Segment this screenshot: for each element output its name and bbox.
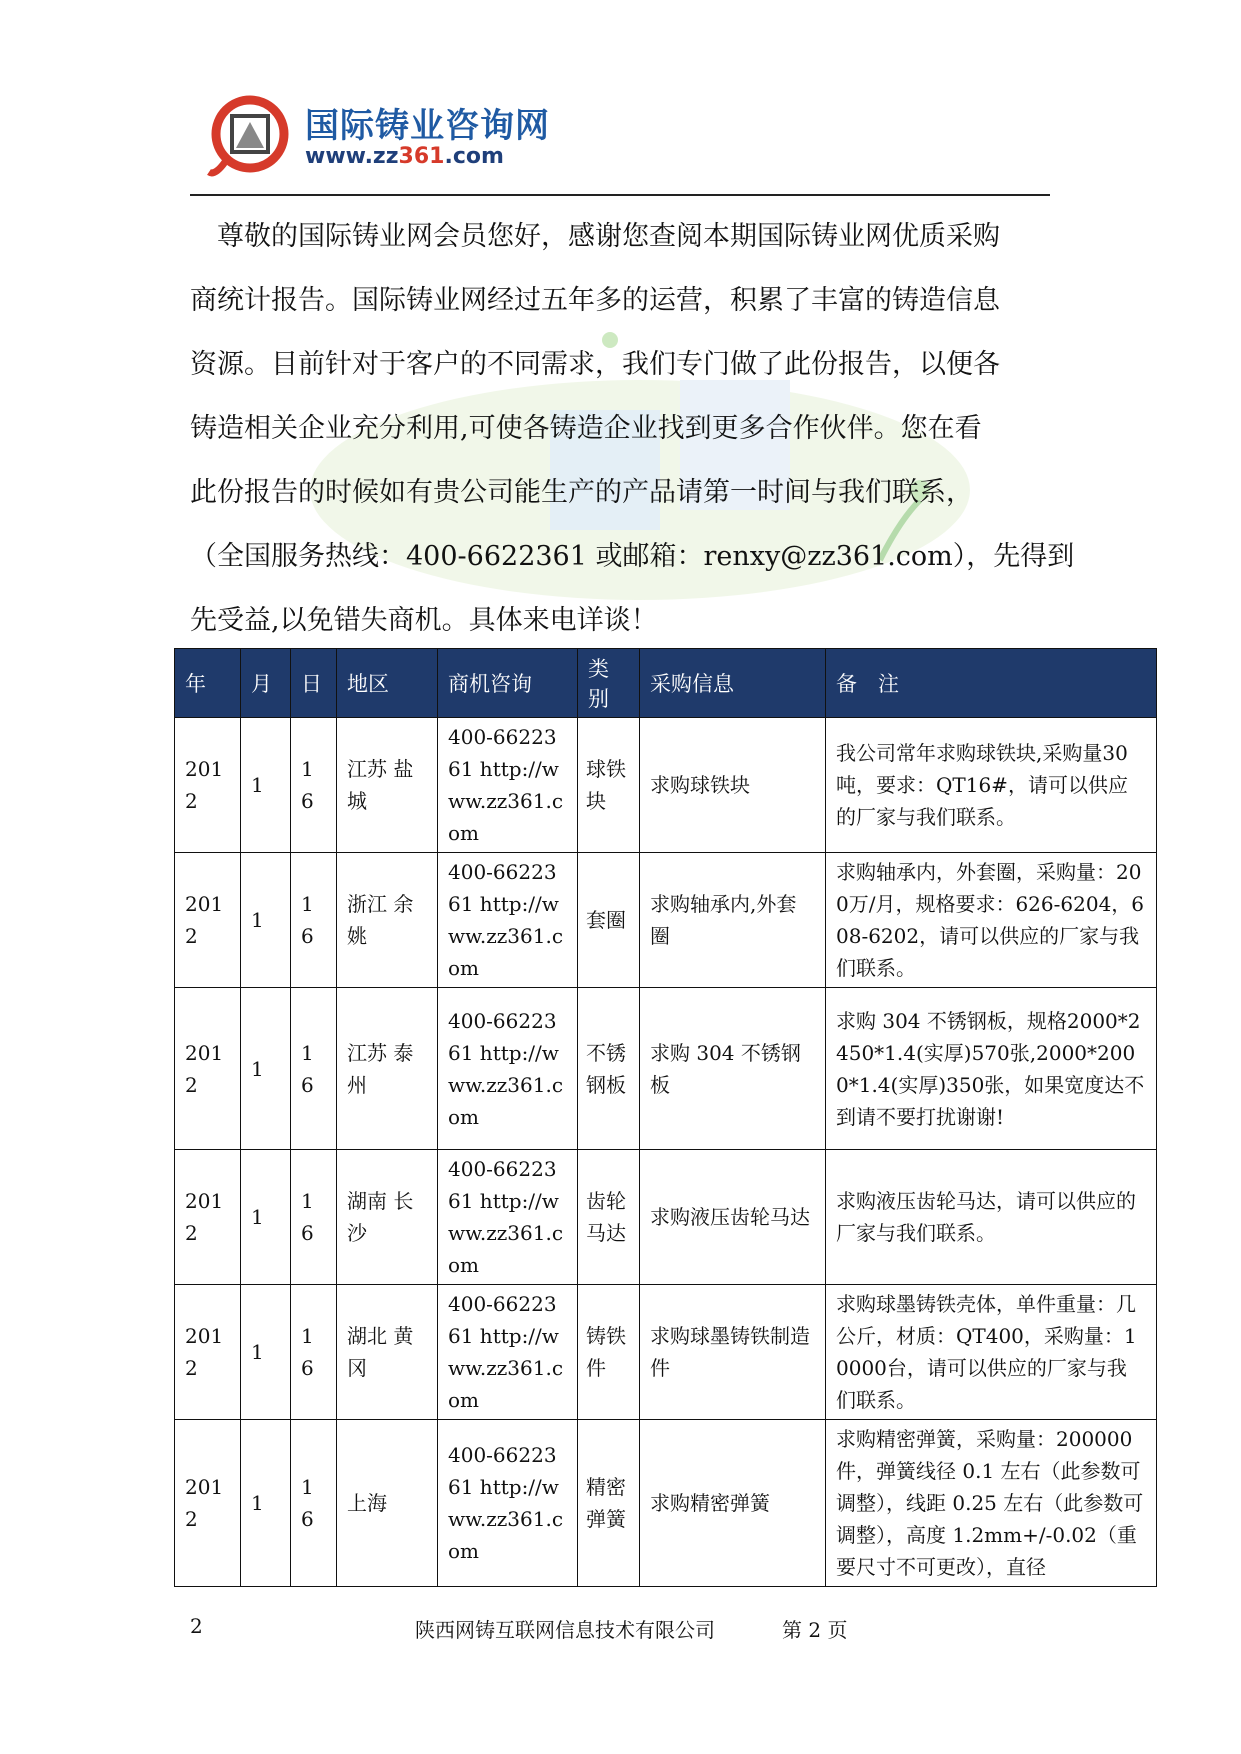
intro-line: 铸造相关企业充分利用,可使各铸造企业找到更多合作伙伴。您在看 [190,413,982,444]
cell-region: 上海 [337,1420,438,1587]
intro-line: （全国服务热线：400-6622361 或邮箱：renxy@zz361.com），先得到 [190,541,1075,572]
footer-page-label: 第 2 页 [782,1618,848,1642]
cell-contact: 400-6622361 http://www.zz361.com [438,1285,578,1420]
cell-year: 2012 [175,1285,241,1420]
cell-category: 齿轮马达 [578,1150,640,1285]
header-info: 采购信息 [640,649,826,718]
intro-line: 商统计报告。国际铸业网经过五年多的运营，积累了丰富的铸造信息 [190,285,1000,316]
header-divider [190,194,1050,196]
cell-info: 求购轴承内,外套圈 [640,853,826,988]
cell-note: 求购轴承内，外套圈，采购量：200万/月，规格要求：626-6204，608-6202，请可以供应的厂家与我们联系。 [826,853,1157,988]
site-logo [205,92,565,182]
table-row [175,718,1157,853]
cell-category: 精密弹簧 [578,1420,640,1587]
cell-year: 2012 [175,853,241,988]
cell-contact: 400-6622361 http://www.zz361.com [438,988,578,1150]
cell-info: 求购球墨铸铁制造件 [640,1285,826,1420]
intro-line: 资源。目前针对于客户的不同需求，我们专门做了此份报告，以便各 [190,349,1000,380]
cell-day: 16 [291,718,337,853]
cell-category: 不锈钢板 [578,988,640,1150]
header-note: 备 注 [826,649,1157,718]
cell-region: 浙江 余姚 [337,853,438,988]
header-contact: 商机咨询 [438,649,578,718]
cell-month: 1 [241,988,291,1150]
cell-month: 1 [241,718,291,853]
cell-category: 铸铁件 [578,1285,640,1420]
header-region: 地区 [337,649,438,718]
cell-contact: 400-6622361 http://www.zz361.com [438,853,578,988]
cell-contact: 400-6622361 http://www.zz361.com [438,1420,578,1587]
cell-day: 16 [291,1285,337,1420]
cell-month: 1 [241,1150,291,1285]
cell-info: 求购精密弹簧 [640,1420,826,1587]
table-row [175,853,1157,988]
cell-note: 求购球墨铸铁壳体，单件重量：几公斤，材质：QT400，采购量：10000台，请可以供应的厂家与我们联系。 [826,1285,1157,1420]
cell-region: 湖北 黄冈 [337,1285,438,1420]
table-row [175,988,1157,1150]
cell-month: 1 [241,1420,291,1587]
cell-day: 16 [291,1150,337,1285]
cell-info: 求购液压齿轮马达 [640,1150,826,1285]
cell-region: 江苏 盐城 [337,718,438,853]
purchase-table [174,648,1157,1587]
cell-info: 求购球铁块 [640,718,826,853]
cell-contact: 400-6622361 http://www.zz361.com [438,1150,578,1285]
table-row [175,1285,1157,1420]
table-header-row [175,649,1157,718]
intro-line: 先受益,以免错失商机。具体来电详谈！ [190,605,658,636]
cell-region: 江苏 泰州 [337,988,438,1150]
cell-day: 16 [291,1420,337,1587]
logo-emblem-icon [205,92,295,182]
cell-day: 16 [291,853,337,988]
intro-paragraph [190,205,1075,653]
table-row [175,1150,1157,1285]
cell-region: 湖南 长沙 [337,1150,438,1285]
cell-note: 求购 304 不锈钢板，规格2000*2450*1.4(实厚)570张,2000*2000*1.4(实厚)350张，如果宽度达不到请不要打扰谢谢! [826,988,1157,1150]
header-month: 月 [241,649,291,718]
footer-company: 陕西网铸互联网信息技术有限公司 [415,1618,715,1642]
cell-month: 1 [241,1285,291,1420]
cell-year: 2012 [175,718,241,853]
header-year: 年 [175,649,241,718]
cell-category: 套圈 [578,853,640,988]
cell-note: 我公司常年求购球铁块,采购量30吨，要求：QT16#，请可以供应的厂家与我们联系。 [826,718,1157,853]
cell-day: 16 [291,988,337,1150]
cell-year: 2012 [175,988,241,1150]
footer-page-number: 2 [190,1614,203,1638]
header-category: 类别 [578,649,640,718]
intro-line: 尊敬的国际铸业网会员您好，感谢您查阅本期国际铸业网优质采购 [190,221,1000,252]
logo-url: www.zz361.com [305,144,504,169]
cell-note: 求购液压齿轮马达，请可以供应的厂家与我们联系。 [826,1150,1157,1285]
intro-line: 此份报告的时候如有贵公司能生产的产品请第一时间与我们联系， [190,477,973,508]
cell-info: 求购 304 不锈钢板 [640,988,826,1150]
cell-contact: 400-6622361 http://www.zz361.com [438,718,578,853]
logo-title: 国际铸业咨询网 [305,106,550,146]
cell-month: 1 [241,853,291,988]
cell-year: 2012 [175,1150,241,1285]
cell-category: 球铁块 [578,718,640,853]
header-day: 日 [291,649,337,718]
table-row [175,1420,1157,1587]
cell-year: 2012 [175,1420,241,1587]
cell-note: 求购精密弹簧，采购量：200000件，弹簧线径 0.1 左右（此参数可调整），线距 0.25 左右（此参数可调整），高度 1.2mm+/-0.02（重要尺寸不可更改），直径 [826,1420,1157,1587]
